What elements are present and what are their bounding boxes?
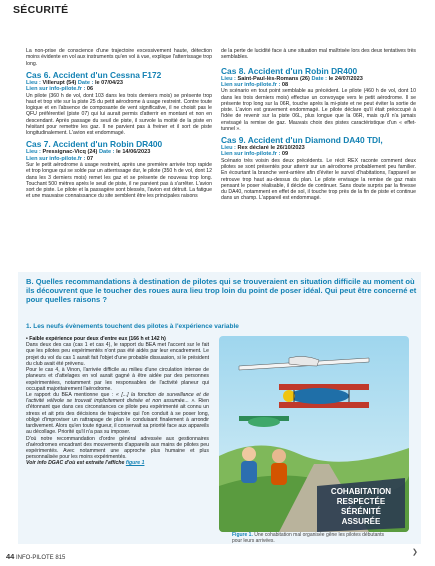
publication-name: INFO-PILOTE 815 <box>16 555 66 561</box>
case-6-title: Cas 6. Accident d'un Cessna F172 <box>26 69 162 80</box>
page-footer <box>6 552 65 561</box>
poster-label <box>317 478 405 532</box>
right-intro: de la perte de lucidité face à une situation mal maîtrisée lors des deux tentatives très semblables. <box>221 48 416 61</box>
left-column <box>26 48 212 200</box>
case-9-title: Cas 9. Accident d'un Diamond DA40 TDI, <box>221 135 383 146</box>
svg-text:COHABITATION: COHABITATION <box>330 487 392 496</box>
page-number: 44 <box>6 552 15 561</box>
bullet-title: • Faible expérience pour deux d'entre eux (166 h et 142 h) <box>26 336 166 342</box>
case-6-link[interactable]: Lien sur info-pilote.fr : 06 <box>26 86 94 93</box>
case-8-body: Un scénario en tout point semblable au précédent. Le pilote (460 h de vol, dont 10 dans les trois derniers mois) effectue un convoyage vers le petit aérodrome. Il se présente trop long sur la 06R, touche après la mi-piste et ne peut éviter la sortie de piste. L'avion est gravement endommagé. Le pilote déclare qu'il était préoccupé à l'idée de revenir sur la piste 06L, plus longue que la 06R, mais qu'il n'a jamais envisagé la remise de gaz. Mauvais choix des pistes caractéristique d'un « effet-tunnel ». <box>221 88 416 132</box>
case-7-body: Sur le petit aérodrome à usage restreint, après une première arrivée trop rapide et trop longue qui se solde par un atterrissage dur, le pilote (350 h de vol, dont 12 dans les 3 derniers mois) remet les gaz et se présente de nouveau trop long. Touchant 500 mètres après le seuil de piste, il ne parvient pas à s'arrêter. L'avion sort de piste. Le pilote et la passagère sont blessés, l'avion est détruit. La fatigue et une mauvaise connaissance du site semblent être les principales raisons <box>26 162 212 200</box>
case-6-body: Un pilote (360 h de vol, dont 103 dans les trois derniers mois) se présente trop haut et trop vite sur la piste 25 du petit aérodrome à usage restreint. Contre toute logique et en l'absence de composante de vent significative, il ne choisit pas le QFU préférentiel (piste 07) qui lui aurait permis d'atterrir en montant et non en descendant. Après passage du seuil de piste, il survole la moitié de la piste en hésitant pour remettre les gaz. Il ne parvient pas à freiner et il sort de piste longitudinalement. L'avion est endommagé. <box>26 92 212 137</box>
case-9-body: Scénario très voisin des deux précédents. Le récit REX raconte comment deux pilotes se sont présentés pour atterrir sur un aérodrome probablement peu familier. En écourtant la branche vent-arrière afin d'éviter le survol d'habitations, l'appareil se retrouve trop haut au-dessus du plan. Le pilote envisage la remise de gaz mais pensant le poser réalisable, il décide de continuer. Sans doute surpris par la finesse du DA40, notamment en effet de sol, il touche trop près de la fin de piste et continue dans un champ. L'appareil est endommagé. <box>221 157 416 202</box>
case-7-meta: Lieu : Pressignac-Vicq (24) Date : le 14/06/2023 <box>26 149 151 156</box>
para-5: Voir info DGAC d'où est extraite l'affiche figure 1 <box>26 460 145 467</box>
case-9-link[interactable]: Lien sur info-pilote.fr : 09 <box>221 151 289 158</box>
case-7-title: Cas 7. Accident d'un Robin DR400 <box>26 139 163 150</box>
case-6-meta: Lieu : Villerupt (54) Date : le 07/04/23 <box>26 79 123 86</box>
subheading: 1. Les neufs évènements touchent des pilotes à l'expérience variable <box>26 323 239 330</box>
case-8 <box>221 67 416 133</box>
case-8-title: Cas 8. Accident d'un Robin DR400 <box>221 65 358 76</box>
case-8-meta: Lieu : Saint-Paul-lès-Romans (26) Date : le 24/07/2023 <box>221 75 363 82</box>
figure-link[interactable]: figure 1 <box>125 460 145 467</box>
case-7-link[interactable]: Lien sur info-pilote.fr : 07 <box>26 155 94 162</box>
cohabitation-poster-image <box>219 336 409 532</box>
figure-1-illustration <box>219 336 409 532</box>
right-column <box>221 48 416 202</box>
case-6 <box>26 71 212 137</box>
question-heading: B. Quelles recommandations à destination de pilotes qui se trouveraient en situation difficile au moment où ils découvrent que le toucher des roues aura lieu trop loin du point de poser idéal. Qui peut être concerné et pour quelles raisons ? <box>26 277 417 305</box>
case-9-meta: Lieu : Rex déclaré le 26/10/2023 <box>221 145 305 152</box>
svg-text:ASSURÉE: ASSURÉE <box>341 517 381 526</box>
figure-caption: Figure 1. Une cohabitation mal organisée gêne les pilotes débutants pour leurs arrivées. <box>232 532 385 544</box>
section-header: SÉCURITÉ <box>13 4 69 16</box>
case-8-link[interactable]: Lien sur info-pilote.fr : 08 <box>221 81 289 88</box>
case-9 <box>221 136 416 202</box>
case-7 <box>26 140 212 199</box>
para-4: D'où notre recommandation d'ordre général adressée aux gestionnaires d'aérodromes encadrant des mouvements d'appareils aux mains de pilotes peu expérimentés. Avec notamment une approche plus humaine et plus personnalisée pour les moins expérimentés. <box>26 435 209 461</box>
para-1: Dans deux des cas (cas 1 et cas 4), le rapport du BEA met l'accent sur le fait que les pilotes peu expérimentés n'ont pas été aidés par leur encadrement. Le projet du vol du cas 1 aurait fait l'objet d'une probable dissuasion, si le président du club avait été prévenu. <box>26 342 209 367</box>
continue-arrow-icon: ❯ <box>412 549 418 556</box>
svg-text:SÉRÉNITÉ: SÉRÉNITÉ <box>340 507 382 516</box>
experience-text <box>26 336 209 467</box>
para-3: Le rapport du BEA mentionne que : « [...] la fonction de surveillance et de l'activité vélivole se trouvait implicitement divisée et non assumée... ». Rien d'étonnant que dans ces circonstances ce pilote peu expérimenté ait connu un stress et ait pris des décisions de trajectoire qui l'on conduit à se poser long, obligé d'improviser un rattrapage de plan le conduisant finalement à arrondir tardivement. Alors qu'en toute rigueur, il conservait sa priorité face aux appareils au décollage. Priorité qu'il n'a pas su imposer. <box>26 391 209 436</box>
svg-text:RESPECTÉE: RESPECTÉE <box>336 497 386 506</box>
para-2: Pour le cas 4, à Vinon, l'arrivée difficile au milieu d'une circulation intense de planeurs et d'attelages en vol aurait gagné à être aidée par des personnes expérimentées, notamment par les responsables de l'activité planeur qui occupait majoritairement l'aérodrome. <box>26 367 209 392</box>
left-intro: La non-prise de conscience d'une trajectoire excessivement haute, détection moins évidente en vol aux instruments qu'en vol à vue, explique l'atterrissage trop long. <box>26 48 212 67</box>
